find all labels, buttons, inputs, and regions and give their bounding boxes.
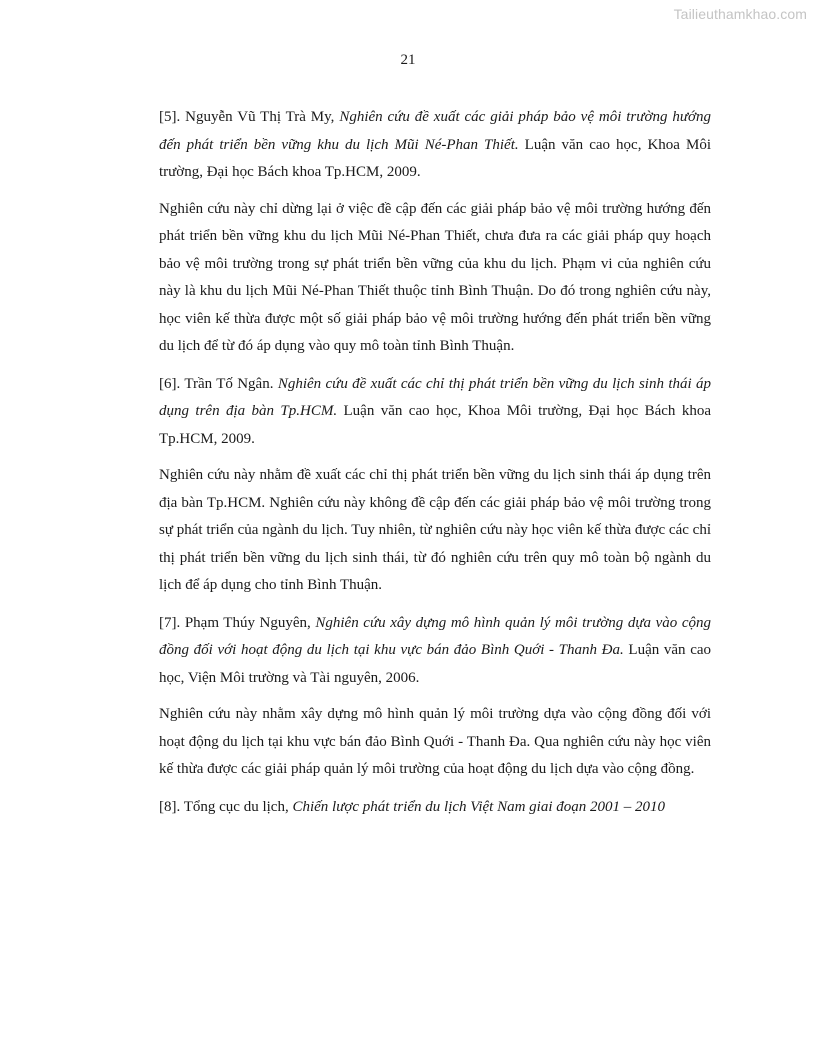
reference-entry: [159, 104, 711, 187]
reference-entry: [159, 610, 711, 693]
reference-author: Phạm Thúy Nguyên,: [184, 614, 311, 631]
reference-source: Luận văn cao học, Khoa Môi trường, Đại học Bách khoa Tp.HCM, 2009.: [159, 136, 711, 180]
reference-author: Tổng cục du lịch,: [183, 798, 289, 815]
reference-author: Trần Tố Ngân.: [184, 375, 274, 392]
reference-number: [5].: [159, 109, 181, 125]
reference-number: [7].: [159, 614, 181, 631]
body-paragraph: Nghiên cứu này nhằm xây dựng mô hình quản lý môi trường dựa vào cộng đồng đối với hoạt động du lịch tại khu vực bán đảo Bình Quới - Thanh Đa. Qua nghiên cứu này học viên kế thừa được các giải pháp quản lý môi trường của hoạt động du lịch dựa vào cộng đồng.: [159, 706, 711, 777]
reference-title: Nghiên cứu xây dựng mô hình quản lý môi trường dựa vào cộng đồng đối với hoạt động du lịch tại khu vực bán đảo Bình Quới - Thanh Đa.: [159, 614, 711, 658]
reference-author: Nguyễn Vũ Thị Trà My,: [185, 109, 335, 125]
reference-number: [6].: [159, 375, 181, 392]
watermark-text: Tailieuthamkhao.com: [673, 6, 807, 22]
page-number: 21: [400, 52, 416, 68]
reference-number: [8].: [159, 798, 181, 815]
reference-source: Luận văn cao học, Khoa Môi trường, Đại học Bách khoa Tp.HCM, 2009.: [159, 403, 711, 447]
reference-source: Luận văn cao học, Viện Môi trường và Tài nguyên, 2006.: [159, 642, 712, 686]
reference-entry: [159, 371, 711, 454]
document-body: [159, 104, 711, 830]
body-paragraph: Nghiên cứu này chỉ dừng lại ở việc đề cập đến các giải pháp bảo vệ môi trường hướng đến phát triển bền vững khu du lịch Mũi Né-Phan Thiết, chưa đưa ra các giải pháp quy hoạch bảo vệ môi trường trong sự phát triển bền vững của khu du lịch. Phạm vi của nghiên cứu này là khu du lịch Mũi Né-Phan Thiết thuộc tỉnh Bình Thuận. Do đó trong nghiên cứu này, học viên kế thừa được một số giải pháp bảo vệ môi trường hướng đến phát triển bền vững du lịch để từ đó áp dụng vào quy mô toàn tỉnh Bình Thuận.: [159, 200, 711, 354]
reference-title: Nghiên cứu đề xuất các giải pháp bảo vệ môi trường hướng đến phát triển bền vững khu du lịch Mũi Né-Phan Thiết.: [159, 109, 712, 153]
body-paragraph: Nghiên cứu này nhằm đề xuất các chỉ thị phát triển bền vững du lịch sinh thái áp dụng trên địa bàn Tp.HCM. Nghiên cứu này không đề cập đến các giải pháp bảo vệ môi trường trong sự phát triển của ngành du lịch. Tuy nhiên, từ nghiên cứu này học viên kế thừa được các chỉ thị phát triển bền vững du lịch sinh thái, từ đó nghiên cứu trên quy mô toàn bộ ngành du lịch để áp dụng cho tỉnh Bình Thuận.: [159, 467, 711, 593]
reference-entry: [159, 794, 711, 822]
reference-title: Nghiên cứu đề xuất các chỉ thị phát triển bền vững du lịch sinh thái áp dụng trên địa bàn Tp.HCM.: [159, 375, 711, 419]
reference-title: Chiến lược phát triển du lịch Việt Nam giai đoạn 2001 – 2010: [292, 798, 666, 815]
